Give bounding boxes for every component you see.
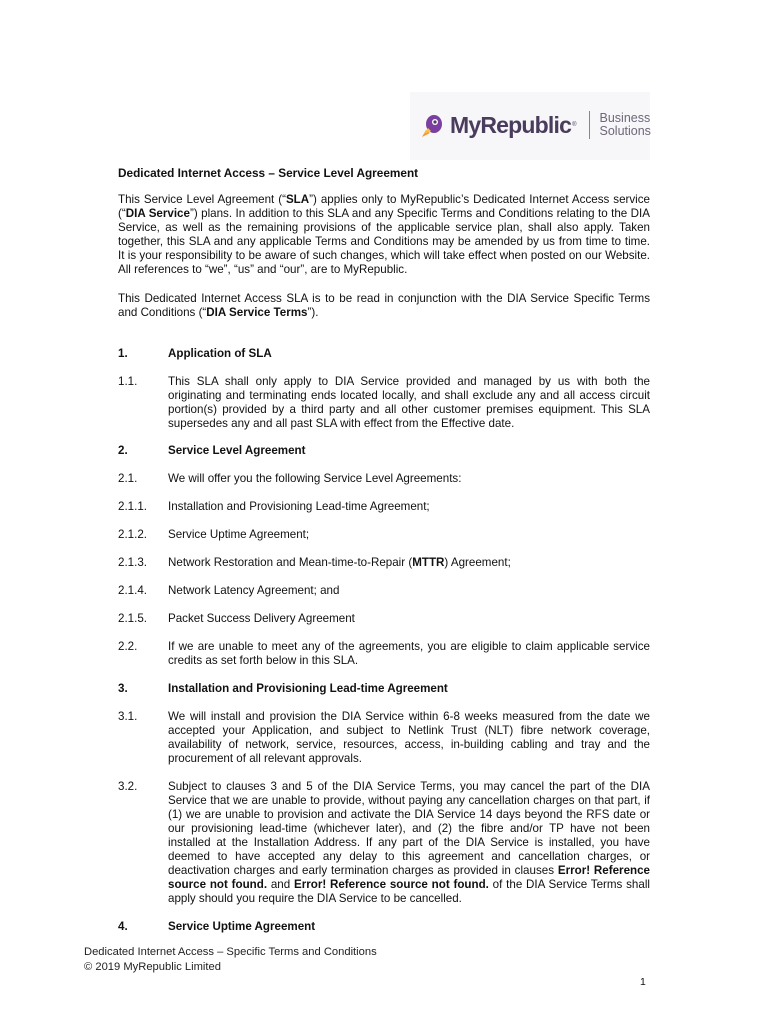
clause-text: Network Latency Agreement; and [168, 584, 340, 597]
document-title: Dedicated Internet Access – Service Level Agreement [118, 166, 419, 180]
page-footer [84, 945, 377, 975]
clause-text-part: Network Restoration and Mean-time-to-Repair ( [168, 556, 413, 569]
reference-error-1: Error! Reference source not found. [168, 864, 650, 891]
defined-term-sla: SLA [285, 193, 310, 206]
reference-error-2: Error! Reference source not found. [293, 878, 489, 891]
trademark-mark: ® [572, 122, 577, 128]
section-number: 1. [118, 347, 128, 360]
section-title: Service Uptime Agreement [168, 920, 316, 933]
rocket-icon [420, 112, 446, 138]
logo-divider [589, 111, 590, 139]
intro-text: ”) applies only to MyRepublic’s Dedicated Internet Access service (“ [118, 193, 650, 220]
footer-copyright: © 2019 MyRepublic Limited [84, 961, 221, 973]
page-number: 1 [640, 976, 646, 988]
clause-text: Service Uptime Agreement; [168, 528, 310, 541]
clause-text-part: of the DIA Service Terms shall apply should you require the DIA Service to be cancelled. [168, 878, 650, 905]
intro-paragraph-1 [118, 193, 650, 277]
section-title: Installation and Provisioning Lead-time Agreement [168, 682, 448, 695]
section-number: 4. [118, 920, 128, 933]
clause-text: We will install and provision the DIA Service within 6-8 weeks measured from the date we accepted your Application, and subject to Netlink Trust (NLT) fibre network coverage, availability of network, service, resources, access, in-building cabling and tray and the procurement of all relevant approvals. [168, 710, 650, 765]
defined-term-dia-service-terms: DIA Service Terms [206, 306, 308, 319]
intro-text: This Service Level Agreement (“ [118, 193, 286, 206]
intro-paragraph-2 [118, 292, 650, 320]
clause-number: 2.2. [118, 640, 138, 653]
clause-number: 3.2. [118, 780, 138, 793]
clause-text: Installation and Provisioning Lead-time Agreement; [168, 500, 430, 513]
clause-text: Packet Success Delivery Agreement [168, 612, 355, 625]
tagline-line-1: Business [599, 111, 651, 125]
clause-number: 2.1.2. [118, 528, 148, 541]
section-number: 2. [118, 444, 128, 457]
clause-text: We will offer you the following Service Level Agreements: [168, 472, 462, 485]
clause-number: 1.1. [118, 375, 138, 388]
intro-text: ”) plans. In addition to this SLA and any Specific Terms and Conditions relating to the DIA Service, as well as the remaining provisions of the applicable service plan, shall also apply. Taken together, this SLA and any applicable Terms and Conditions may be amended by us from time to time. It is your responsibility to be aware of such changes, which will take effect when posted on our Website. All references to “we”, “us” and “our”, are to MyRepublic. [118, 207, 650, 276]
clause-text-part: ) Agreement; [444, 556, 511, 569]
intro-text: This Dedicated Internet Access SLA is to be read in conjunction with the DIA Service Specific Terms and Conditions (“ [118, 292, 650, 319]
clause-number: 2.1.4. [118, 584, 148, 597]
defined-term-mttr: MTTR [412, 556, 445, 569]
clause-text: If we are unable to meet any of the agreements, you are eligible to claim applicable service credits as set forth below in this SLA. [168, 640, 650, 667]
clause-text [168, 780, 650, 906]
clause-number: 2.1. [118, 472, 138, 485]
footer-document-name: Dedicated Internet Access – Specific Terms and Conditions [84, 946, 377, 958]
clause-text-part: and [267, 878, 294, 891]
clause-number: 3.1. [118, 710, 138, 723]
brand-tagline [600, 112, 651, 138]
brand-name: MyRepublic [450, 111, 572, 138]
intro-text: ”). [307, 306, 319, 319]
clause-number: 2.1.3. [118, 556, 148, 569]
brand-logo [420, 108, 651, 142]
clause-text: This SLA shall only apply to DIA Service provided and managed by us with both the originating and terminating ends located locally, and shall exclude any and all access circuit portion(s) provided by a third party and all other customer premises equipment. This SLA supersedes any and all past SLA with effect from the Effective date. [168, 375, 650, 430]
clause-number: 2.1.1. [118, 500, 148, 513]
section-title: Application of SLA [168, 347, 272, 360]
clause-number: 2.1.5. [118, 612, 148, 625]
section-title: Service Level Agreement [168, 444, 306, 457]
section-number: 3. [118, 682, 128, 695]
defined-term-dia-service: DIA Service [125, 207, 190, 220]
clause-text-part: Subject to clauses 3 and 5 of the DIA Service Terms, you may cancel the part of the DIA Service that we are unable to provide, without paying any cancellation charges on that part, if (1) we are unable to provision and activate the DIA Service 14 days beyond the RFS date or our provisioning lead-time (whichever later), and (2) the fibre and/or TP have not been installed at the Installation Address. If any part of the DIA Service is installed, you have deemed to have accepted any delay to this agreement and cancellation charges, or deactivation charges and early termination charges as provided in clauses [168, 780, 650, 877]
clause-text [168, 556, 650, 570]
tagline-line-2: Solutions [599, 124, 651, 138]
